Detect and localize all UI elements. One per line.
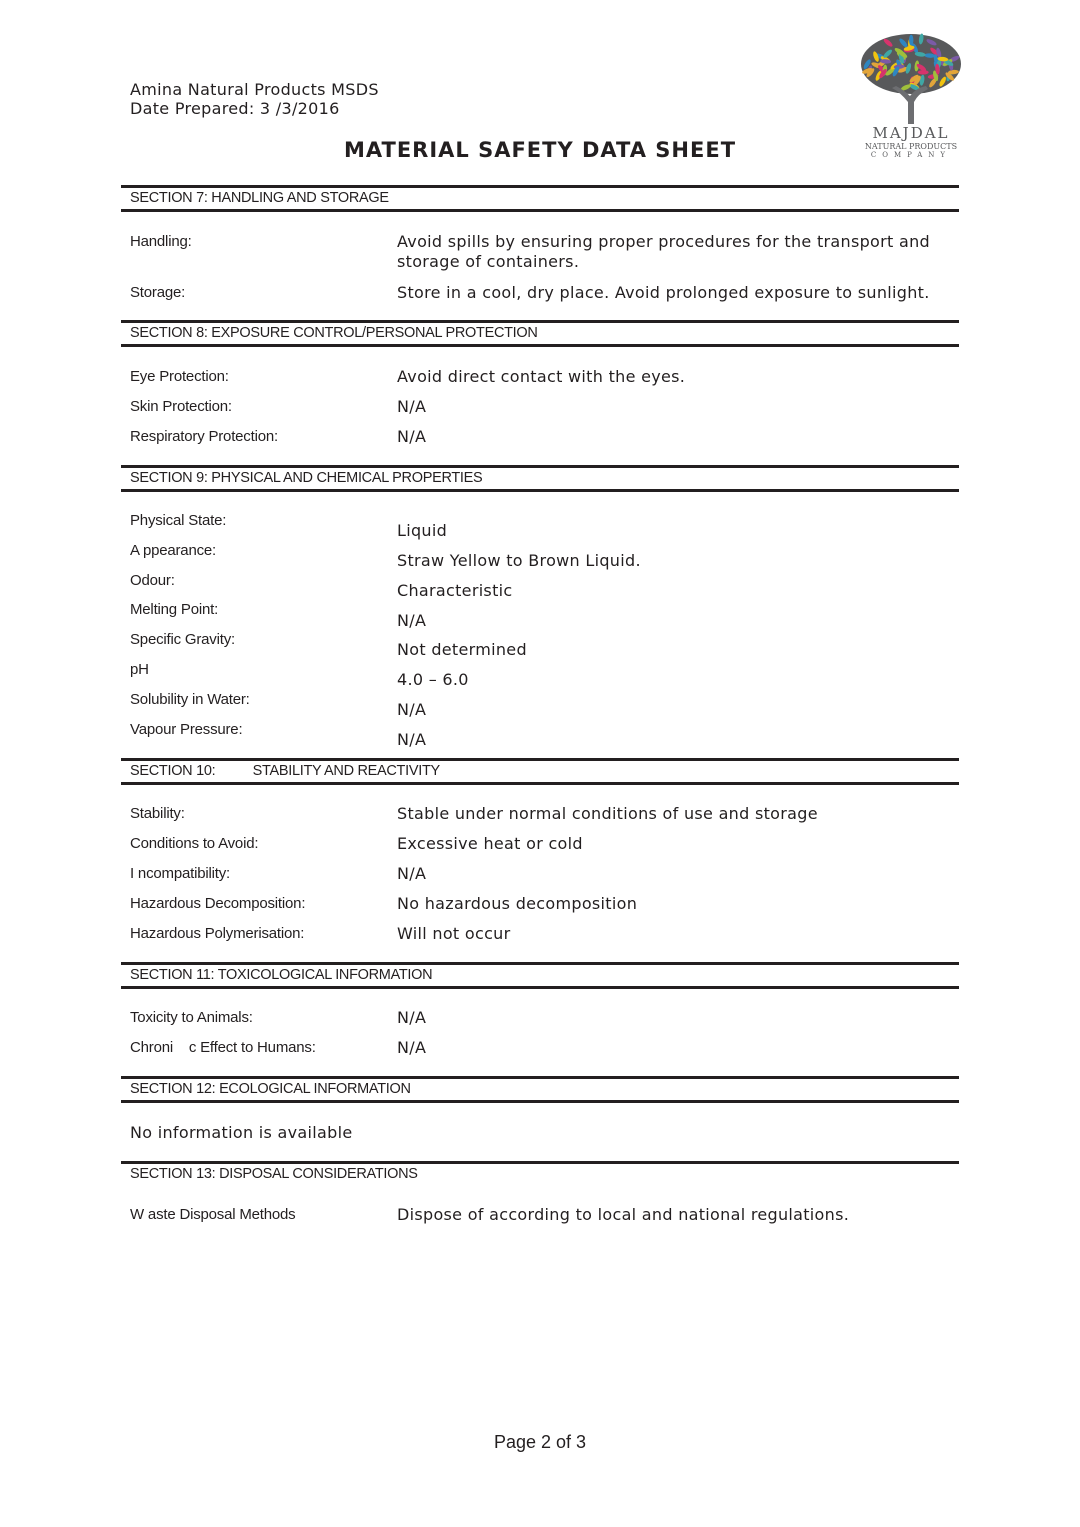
section-title: SECTION 10: STABILITY AND REACTIVITY [130, 763, 440, 779]
field-label: A ppearance: [130, 542, 217, 559]
logo-brand: MAJDAL [872, 124, 950, 142]
field-label: Physical State: [130, 512, 227, 529]
majdal-logo [858, 32, 964, 162]
field-value: Liquid [397, 521, 448, 540]
company-line: Amina Natural Products MSDS [130, 80, 379, 99]
logo-line2: COMPANY [870, 151, 952, 159]
field-value: Dispose of according to local and national regulations. [397, 1205, 850, 1224]
field-value: Excessive heat or cold [397, 834, 583, 853]
section-13-header [121, 1161, 959, 1188]
field-value: N/A [397, 427, 427, 446]
field-label: Chroni c Effect to Humans: [130, 1039, 316, 1056]
field-label: Respiratory Protection: [130, 428, 278, 445]
field-label: W aste Disposal Methods [130, 1206, 296, 1223]
field-value: N/A [397, 730, 427, 749]
field-label: Toxicity to Animals: [130, 1009, 253, 1026]
field-label: Storage: [130, 284, 186, 301]
section-8-header [121, 320, 959, 347]
field-value: N/A [397, 1008, 427, 1027]
logo-line1: NATURAL PRODUCTS [864, 142, 958, 151]
field-label: Skin Protection: [130, 398, 232, 415]
section-9-header [121, 465, 959, 492]
field-label: pH [130, 661, 149, 678]
ecological-info-text: No information is available [130, 1123, 353, 1142]
field-value: No hazardous decomposition [397, 894, 638, 913]
field-label: Hazardous Polymerisation: [130, 925, 305, 942]
document-title: MATERIAL SAFETY DATA SHEET [343, 138, 737, 162]
section-title: SECTION 8: EXPOSURE CONTROL/PERSONAL PROTECTION [130, 325, 538, 341]
page-number: Page 2 of 3 [493, 1432, 587, 1452]
date-prepared: Date Prepared: 3 /3/2016 [130, 99, 340, 118]
section-12-header [121, 1076, 959, 1103]
field-label: I ncompatibility: [130, 865, 230, 882]
field-label: Odour: [130, 572, 175, 589]
field-label: Melting Point: [130, 601, 219, 618]
section-title: SECTION 13: DISPOSAL CONSIDERATIONS [130, 1166, 418, 1182]
field-value: Stable under normal conditions of use and storage [397, 804, 818, 823]
field-value: 4.0 – 6.0 [397, 670, 469, 689]
field-label: Stability: [130, 805, 185, 822]
field-value: Store in a cool, dry place. Avoid prolonged exposure to sunlight. [397, 283, 930, 302]
field-value: Straw Yellow to Brown Liquid. [397, 551, 641, 570]
section-10-header [121, 758, 959, 785]
field-label: Eye Protection: [130, 368, 229, 385]
tree-icon [858, 32, 964, 124]
field-label: Conditions to Avoid: [130, 835, 259, 852]
field-label: Solubility in Water: [130, 691, 250, 708]
section-title: SECTION 11: TOXICOLOGICAL INFORMATION [130, 967, 433, 983]
section-title: SECTION 7: HANDLING AND STORAGE [130, 190, 389, 206]
field-value: Will not occur [397, 924, 511, 943]
field-value: N/A [397, 864, 427, 883]
field-value: N/A [397, 611, 427, 630]
section-11-header [121, 962, 959, 989]
field-value: N/A [397, 1038, 427, 1057]
field-value: Avoid direct contact with the eyes. [397, 367, 686, 386]
section-title: SECTION 12: ECOLOGICAL INFORMATION [130, 1081, 411, 1097]
section-7-header [121, 185, 959, 212]
field-label: Hazardous Decomposition: [130, 895, 306, 912]
field-value: Avoid spills by ensuring proper procedures for the transport and storage of containers. [397, 232, 930, 271]
field-value: N/A [397, 397, 427, 416]
field-label: Vapour Pressure: [130, 721, 243, 738]
field-value: N/A [397, 700, 427, 719]
field-value: Not determined [397, 640, 527, 659]
field-label: Handling: [130, 233, 192, 250]
field-value: Characteristic [397, 581, 513, 600]
field-label: Specific Gravity: [130, 631, 235, 648]
section-title: SECTION 9: PHYSICAL AND CHEMICAL PROPERTIES [130, 470, 483, 486]
